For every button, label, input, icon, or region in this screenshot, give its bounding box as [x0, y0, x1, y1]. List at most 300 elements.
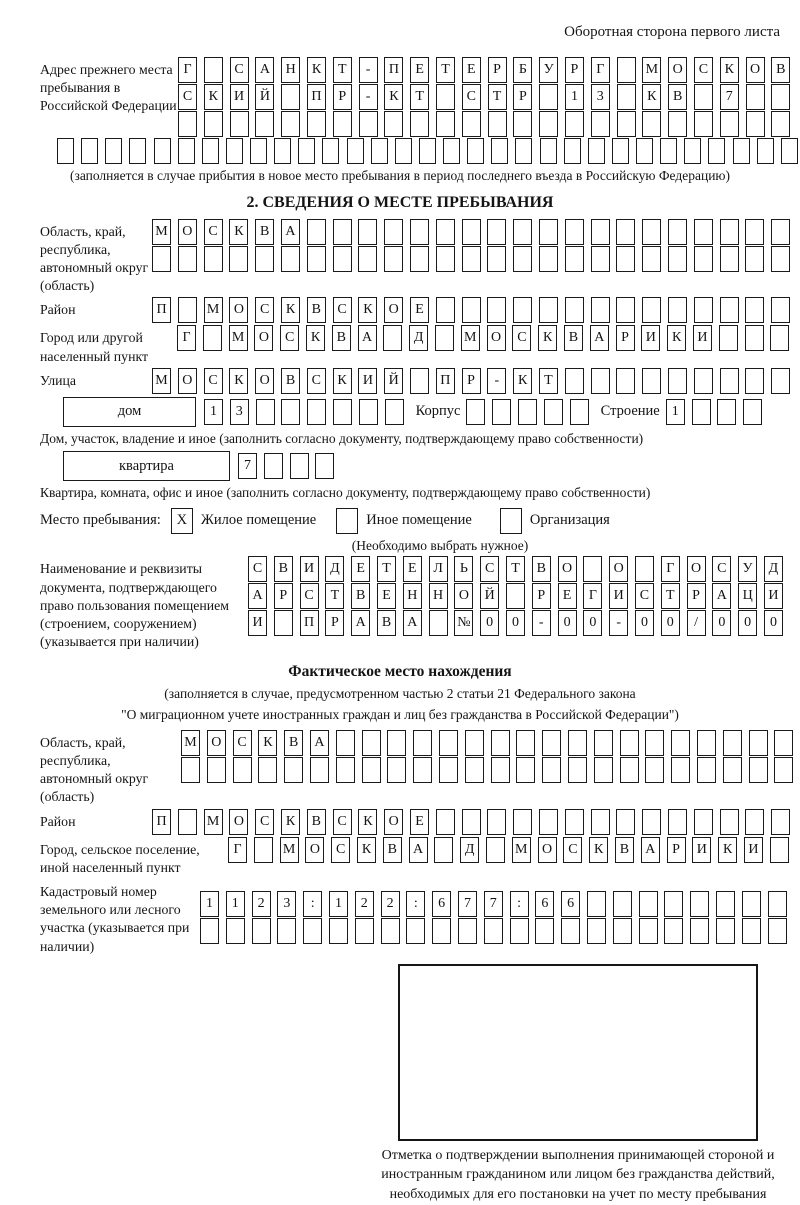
- char-cell: [771, 368, 790, 394]
- char-cell: [129, 138, 146, 164]
- char-cell: [733, 138, 750, 164]
- char-cell: М: [280, 837, 299, 863]
- char-cell: [617, 57, 636, 83]
- char-cell: К: [229, 219, 248, 245]
- char-cell: 1: [200, 891, 219, 917]
- char-cell: А: [255, 57, 274, 83]
- char-cell: [436, 84, 455, 110]
- char-cell: [720, 809, 739, 835]
- char-cell: В: [274, 556, 293, 582]
- char-cell: 1: [666, 399, 685, 425]
- char-cell: Ц: [738, 583, 757, 609]
- char-cell: О: [746, 57, 765, 83]
- char-cell: :: [510, 891, 529, 917]
- cadastral-row-1: [200, 891, 787, 917]
- city-row: [177, 325, 789, 351]
- char-cell: [583, 556, 602, 582]
- char-cell: Р: [274, 583, 293, 609]
- char-cell: [307, 246, 326, 272]
- actual-city-row: [228, 837, 789, 863]
- char-cell: М: [152, 368, 171, 394]
- char-cell: [458, 918, 477, 944]
- house-name-box: дом: [63, 397, 196, 427]
- house-number-row: [204, 399, 404, 425]
- char-cell: О: [178, 219, 197, 245]
- char-cell: [277, 918, 296, 944]
- char-cell: К: [642, 84, 661, 110]
- char-cell: [645, 757, 664, 783]
- char-cell: [465, 730, 484, 756]
- prev-address-label: Адрес прежнего места пребывания в Российской Федерации: [40, 62, 177, 114]
- char-cell: [513, 809, 532, 835]
- char-cell: [362, 730, 381, 756]
- char-cell: В: [307, 809, 326, 835]
- char-cell: [358, 246, 377, 272]
- char-cell: [613, 918, 632, 944]
- char-cell: [746, 84, 765, 110]
- char-cell: [154, 138, 171, 164]
- char-cell: И: [692, 837, 711, 863]
- char-cell: [204, 57, 223, 83]
- char-cell: [642, 297, 661, 323]
- char-cell: [516, 730, 535, 756]
- char-cell: [385, 399, 404, 425]
- char-cell: С: [300, 583, 319, 609]
- document-row-1: [248, 556, 783, 582]
- korpus-label: Корпус: [415, 403, 461, 420]
- actual-district-field: [40, 809, 800, 835]
- char-cell: С: [230, 57, 249, 83]
- actual-location-title: Фактическое место нахождения: [288, 663, 512, 681]
- char-cell: М: [642, 57, 661, 83]
- street-field: [40, 368, 800, 394]
- char-cell: №: [454, 610, 473, 636]
- char-cell: Д: [764, 556, 783, 582]
- char-cell: [513, 246, 532, 272]
- char-cell: С: [480, 556, 499, 582]
- char-cell: [568, 730, 587, 756]
- char-cell: [462, 809, 481, 835]
- char-cell: К: [333, 368, 352, 394]
- char-cell: [413, 730, 432, 756]
- char-cell: [410, 246, 429, 272]
- char-cell: 2: [381, 891, 400, 917]
- district-field: [40, 297, 800, 323]
- char-cell: К: [358, 809, 377, 835]
- char-cell: В: [284, 730, 303, 756]
- char-cell: [152, 246, 171, 272]
- char-cell: С: [178, 84, 197, 110]
- char-cell: [439, 730, 458, 756]
- char-cell: У: [539, 57, 558, 83]
- char-cell: [771, 219, 790, 245]
- char-cell: [355, 918, 374, 944]
- document-field: [40, 556, 800, 651]
- char-cell: [694, 809, 713, 835]
- prev-address-field: [40, 57, 800, 137]
- char-cell: С: [635, 583, 654, 609]
- char-cell: [204, 246, 223, 272]
- char-cell: [229, 246, 248, 272]
- char-cell: К: [281, 809, 300, 835]
- char-cell: [539, 246, 558, 272]
- char-cell: [694, 219, 713, 245]
- char-cell: [466, 399, 485, 425]
- char-cell: [484, 918, 503, 944]
- char-cell: [491, 757, 510, 783]
- char-cell: [535, 918, 554, 944]
- char-cell: С: [563, 837, 582, 863]
- char-cell: [642, 219, 661, 245]
- char-cell: [255, 111, 274, 137]
- char-cell: Н: [403, 583, 422, 609]
- char-cell: 0: [712, 610, 731, 636]
- char-cell: К: [718, 837, 737, 863]
- char-cell: [771, 84, 790, 110]
- char-cell: -: [532, 610, 551, 636]
- char-cell: Т: [436, 57, 455, 83]
- char-cell: [671, 730, 690, 756]
- char-cell: [329, 918, 348, 944]
- char-cell: [487, 246, 506, 272]
- char-cell: О: [384, 297, 403, 323]
- char-cell: [565, 111, 584, 137]
- char-cell: [410, 219, 429, 245]
- char-cell: [264, 453, 283, 479]
- char-cell: [290, 453, 309, 479]
- char-cell: Г: [583, 583, 602, 609]
- actual-region-row-1: [181, 730, 793, 756]
- char-cell: П: [307, 84, 326, 110]
- char-cell: С: [280, 325, 299, 351]
- char-cell: [315, 453, 334, 479]
- char-cell: О: [558, 556, 577, 582]
- char-cell: [233, 757, 252, 783]
- apartment-field: [63, 451, 800, 481]
- char-cell: [333, 111, 352, 137]
- char-cell: В: [564, 325, 583, 351]
- char-cell: [642, 246, 661, 272]
- char-cell: [486, 837, 505, 863]
- char-cell: [492, 399, 511, 425]
- char-cell: [749, 730, 768, 756]
- actual-location-note-1: (заполняется в случае, предусмотренном частью 2 статьи 21 Федерального закона: [164, 686, 636, 702]
- char-cell: [745, 219, 764, 245]
- char-cell: Р: [616, 325, 635, 351]
- region-row-1: [152, 219, 790, 245]
- char-cell: [178, 297, 197, 323]
- char-cell: [436, 809, 455, 835]
- char-cell: 3: [277, 891, 296, 917]
- char-cell: [413, 757, 432, 783]
- stay-type-field: [40, 508, 800, 534]
- char-cell: Л: [429, 556, 448, 582]
- char-cell: И: [609, 583, 628, 609]
- char-cell: [770, 837, 789, 863]
- char-cell: [274, 610, 293, 636]
- char-cell: [436, 111, 455, 137]
- document-label: Наименование и реквизиты документа, подтверждающего право пользования помещением (строением, сооружением) (указывается при наличии): [40, 561, 229, 650]
- char-cell: Т: [325, 583, 344, 609]
- char-cell: [668, 111, 687, 137]
- char-cell: [694, 111, 713, 137]
- char-cell: [768, 891, 787, 917]
- char-cell: 0: [583, 610, 602, 636]
- char-cell: М: [181, 730, 200, 756]
- char-cell: [642, 809, 661, 835]
- actual-region-field: [40, 730, 800, 807]
- district-label: Район: [40, 302, 76, 318]
- char-cell: [617, 111, 636, 137]
- char-cell: [488, 111, 507, 137]
- char-cell: [720, 297, 739, 323]
- char-cell: О: [178, 368, 197, 394]
- char-cell: 7: [238, 453, 257, 479]
- char-cell: С: [462, 84, 481, 110]
- char-cell: [362, 757, 381, 783]
- district-row: [152, 297, 790, 323]
- char-cell: [539, 111, 558, 137]
- char-cell: [542, 757, 561, 783]
- char-cell: 0: [764, 610, 783, 636]
- char-cell: [381, 918, 400, 944]
- prev-address-extra-row: [57, 138, 798, 164]
- char-cell: [757, 138, 774, 164]
- checkbox-other-premises: [336, 508, 358, 534]
- char-cell: [487, 809, 506, 835]
- char-cell: [594, 730, 613, 756]
- char-cell: [207, 757, 226, 783]
- char-cell: Н: [281, 57, 300, 83]
- char-cell: [281, 399, 300, 425]
- char-cell: О: [384, 809, 403, 835]
- char-cell: Т: [506, 556, 525, 582]
- char-cell: Т: [410, 84, 429, 110]
- stay-type-label: Место пребывания:: [40, 512, 161, 529]
- char-cell: С: [307, 368, 326, 394]
- char-cell: [616, 219, 635, 245]
- char-cell: П: [436, 368, 455, 394]
- char-cell: П: [152, 809, 171, 835]
- char-cell: [439, 757, 458, 783]
- char-cell: 3: [591, 84, 610, 110]
- char-cell: [281, 111, 300, 137]
- char-cell: [436, 219, 455, 245]
- char-cell: 7: [484, 891, 503, 917]
- char-cell: [298, 138, 315, 164]
- apartment-note: Квартира, комната, офис и иное (заполнить согласно документу, подтверждающему право собственности): [40, 485, 651, 501]
- char-cell: [694, 84, 713, 110]
- char-cell: [516, 757, 535, 783]
- char-cell: [333, 399, 352, 425]
- char-cell: 6: [432, 891, 451, 917]
- char-cell: Й: [384, 368, 403, 394]
- char-cell: М: [461, 325, 480, 351]
- char-cell: [539, 297, 558, 323]
- char-cell: Р: [687, 583, 706, 609]
- char-cell: [697, 730, 716, 756]
- char-cell: [258, 757, 277, 783]
- char-cell: [204, 111, 223, 137]
- char-cell: [487, 219, 506, 245]
- char-cell: А: [358, 325, 377, 351]
- char-cell: 0: [506, 610, 525, 636]
- char-cell: [252, 918, 271, 944]
- char-cell: Р: [462, 368, 481, 394]
- char-cell: 2: [355, 891, 374, 917]
- char-cell: Е: [351, 556, 370, 582]
- char-cell: К: [589, 837, 608, 863]
- char-cell: [250, 138, 267, 164]
- char-cell: В: [532, 556, 551, 582]
- char-cell: [588, 138, 605, 164]
- char-cell: [694, 246, 713, 272]
- char-cell: В: [281, 368, 300, 394]
- char-cell: [771, 246, 790, 272]
- char-cell: А: [590, 325, 609, 351]
- char-cell: [716, 918, 735, 944]
- char-cell: К: [204, 84, 223, 110]
- char-cell: П: [152, 297, 171, 323]
- char-cell: С: [712, 556, 731, 582]
- char-cell: [513, 219, 532, 245]
- char-cell: [671, 757, 690, 783]
- char-cell: [443, 138, 460, 164]
- char-cell: С: [512, 325, 531, 351]
- char-cell: [565, 297, 584, 323]
- char-cell: [462, 246, 481, 272]
- char-cell: [591, 219, 610, 245]
- char-cell: [591, 297, 610, 323]
- char-cell: [774, 730, 793, 756]
- char-cell: [336, 757, 355, 783]
- char-cell: [745, 368, 764, 394]
- char-cell: [333, 246, 352, 272]
- char-cell: [616, 246, 635, 272]
- char-cell: К: [513, 368, 532, 394]
- char-cell: С: [204, 368, 223, 394]
- char-cell: Р: [667, 837, 686, 863]
- char-cell: П: [384, 57, 403, 83]
- char-cell: А: [281, 219, 300, 245]
- char-cell: [749, 757, 768, 783]
- char-cell: [690, 891, 709, 917]
- char-cell: А: [712, 583, 731, 609]
- char-cell: И: [764, 583, 783, 609]
- char-cell: [178, 809, 197, 835]
- char-cell: К: [358, 297, 377, 323]
- char-cell: Е: [410, 297, 429, 323]
- char-cell: Т: [333, 57, 352, 83]
- char-cell: [668, 368, 687, 394]
- char-cell: [281, 246, 300, 272]
- char-cell: 0: [738, 610, 757, 636]
- char-cell: Н: [429, 583, 448, 609]
- char-cell: [57, 138, 74, 164]
- char-cell: [544, 399, 563, 425]
- section2-title: 2. СВЕДЕНИЯ О МЕСТЕ ПРЕБЫВАНИЯ: [246, 193, 554, 211]
- char-cell: [639, 918, 658, 944]
- char-cell: Г: [178, 57, 197, 83]
- char-cell: Б: [513, 57, 532, 83]
- region-label: Область, край, республика, автономный округ (область): [40, 223, 149, 294]
- actual-location-note-2: "О миграционном учете иностранных граждан и лиц без гражданства в Российской Федерации"): [121, 706, 679, 722]
- actual-district-label: Район: [40, 813, 76, 829]
- char-cell: [284, 757, 303, 783]
- char-cell: И: [744, 837, 763, 863]
- char-cell: О: [229, 809, 248, 835]
- char-cell: 1: [204, 399, 223, 425]
- stamp-note: Отметка о подтверждении выполнения принимающей стороной и иностранным гражданином или лицом без гражданства действий, необходимых для его постановки на учет по месту пребывания: [381, 1147, 775, 1203]
- char-cell: Г: [177, 325, 196, 351]
- char-cell: [720, 368, 739, 394]
- char-cell: И: [230, 84, 249, 110]
- char-cell: В: [383, 837, 402, 863]
- char-cell: [723, 757, 742, 783]
- char-cell: [613, 891, 632, 917]
- char-cell: 6: [535, 891, 554, 917]
- char-cell: [491, 138, 508, 164]
- char-cell: М: [152, 219, 171, 245]
- city-field: [40, 325, 800, 365]
- char-cell: -: [359, 57, 378, 83]
- region-row-2: [152, 246, 790, 272]
- char-cell: У: [738, 556, 757, 582]
- char-cell: [745, 809, 764, 835]
- char-cell: [587, 891, 606, 917]
- char-cell: Е: [558, 583, 577, 609]
- char-cell: [181, 757, 200, 783]
- char-cell: В: [255, 219, 274, 245]
- char-cell: [371, 138, 388, 164]
- house-field: [63, 397, 800, 427]
- char-cell: Р: [333, 84, 352, 110]
- char-cell: [178, 246, 197, 272]
- cadastral-row-2: [200, 918, 787, 944]
- char-cell: Р: [488, 57, 507, 83]
- char-cell: [720, 219, 739, 245]
- char-cell: Г: [228, 837, 247, 863]
- char-cell: [202, 138, 219, 164]
- char-cell: 0: [661, 610, 680, 636]
- char-cell: 0: [635, 610, 654, 636]
- char-cell: [487, 297, 506, 323]
- char-cell: К: [281, 297, 300, 323]
- char-cell: С: [333, 809, 352, 835]
- char-cell: [617, 84, 636, 110]
- char-cell: О: [609, 556, 628, 582]
- char-cell: [645, 730, 664, 756]
- char-cell: [660, 138, 677, 164]
- char-cell: [540, 138, 557, 164]
- char-cell: [395, 138, 412, 164]
- char-cell: [719, 325, 738, 351]
- option-label-other-premises: Иное помещение: [366, 512, 472, 529]
- char-cell: О: [487, 325, 506, 351]
- char-cell: [506, 583, 525, 609]
- char-cell: О: [454, 583, 473, 609]
- char-cell: [256, 399, 275, 425]
- char-cell: [635, 556, 654, 582]
- char-cell: [358, 219, 377, 245]
- char-cell: [310, 757, 329, 783]
- char-cell: 1: [329, 891, 348, 917]
- char-cell: [639, 891, 658, 917]
- char-cell: Е: [403, 556, 422, 582]
- char-cell: О: [668, 57, 687, 83]
- char-cell: [591, 246, 610, 272]
- char-cell: [636, 138, 653, 164]
